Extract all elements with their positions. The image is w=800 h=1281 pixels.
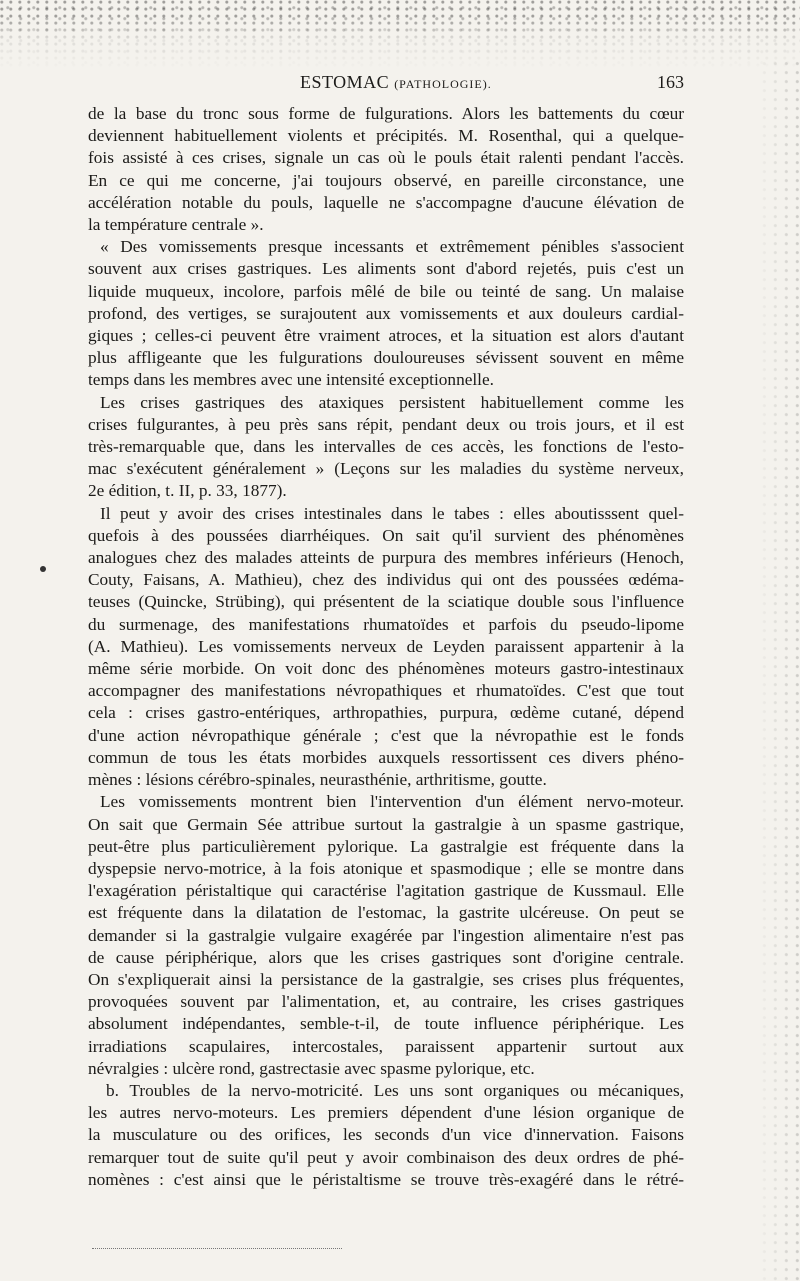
text-line: b. Troubles de la nervo-motricité. Les uns sont organiques ou mécaniques, bbox=[106, 1080, 684, 1100]
text-line: On sait que Germain Sée attribue surtout la gastralgie à un spasme gastrique, bbox=[88, 814, 684, 834]
text-line: mac s'exécutent généralement » (Leçons sur les maladies du système nerveux, bbox=[88, 459, 684, 479]
text-line: provoquées souvent par l'alimentation, et, au contraire, les crises gastriques bbox=[88, 992, 684, 1012]
text-line: accompagner des manifestations névropathiques et rhumatoïdes. C'est que tout bbox=[88, 681, 684, 701]
body-text bbox=[88, 103, 684, 1191]
text-line: est fréquente dans la dilatation de l'estomac, la gastrite ulcéreuse. On peut se bbox=[88, 903, 684, 923]
scan-noise-right bbox=[750, 60, 800, 1281]
text-line: quefois à des poussées diarrhéiques. On sait qu'il survient des phénomènes bbox=[88, 525, 684, 545]
text-line: du surmenage, des manifestations rhumatoïdes et parfois du pseudo-lipome bbox=[88, 614, 684, 634]
text-line: remarquer tout de suite qu'il peut y avoir combinaison des deux ordres de phé- bbox=[88, 1147, 684, 1167]
text-line: crises fulgurantes, à peu près sans répit, pendant deux ou trois jours, et il est bbox=[88, 414, 684, 434]
text-line: plus affligeante que les fulgurations douloureuses sévissent souvent en même bbox=[88, 348, 684, 368]
text-line: 2e édition, t. II, p. 33, 1877). bbox=[88, 481, 287, 501]
text-line: les autres nervo-moteurs. Les premiers dépendent d'une lésion organique de bbox=[88, 1103, 684, 1123]
text-line: mènes : lésions cérébro-spinales, neurasthénie, arthritisme, goutte. bbox=[88, 770, 547, 790]
scan-noise-top bbox=[0, 0, 800, 70]
text-line: accélération notable du pouls, laquelle ne s'accompagne d'aucune élévation de bbox=[88, 192, 684, 212]
text-line: la température centrale ». bbox=[88, 215, 264, 235]
text-line: névralgies : ulcère rond, gastrectasie avec spasme pylorique, etc. bbox=[88, 1058, 535, 1078]
text-line: peut-être plus particulièrement pylorique. La gastralgie est fréquente dans la bbox=[88, 836, 684, 856]
text-line: très-remarquable que, dans les intervalles de ces accès, les fonctions de l'esto- bbox=[88, 437, 684, 457]
text-line: commun de tous les états morbides auxquels ressortissent ces divers phéno- bbox=[88, 747, 684, 767]
running-title-main: ESTOMAC bbox=[300, 72, 390, 92]
text-line: irradiations scapulaires, intercostales, paraissent appartenir surtout aux bbox=[88, 1036, 684, 1056]
text-line: profond, des vertiges, se surajoutent aux vomissements et aux douleurs cardial- bbox=[88, 303, 684, 323]
running-title-sub: (PATHOLOGIE). bbox=[394, 77, 492, 91]
text-line: (A. Mathieu). Les vomissements nerveux de Leyden paraissent appartenir à la bbox=[88, 636, 684, 656]
text-line: nomènes : c'est ainsi que le péristaltisme se trouve très-exagéré dans le rétré- bbox=[88, 1169, 684, 1189]
text-line: la musculature ou des orifices, les seconds d'un vice d'innervation. Faisons bbox=[88, 1125, 684, 1145]
text-line: teuses (Quincke, Strübing), qui présentent de la sciatique double sous l'influence bbox=[88, 592, 684, 612]
bottom-dotted-rule bbox=[92, 1248, 342, 1249]
text-line: « Des vomissements presque incessants et extrêmement pénibles s'associent bbox=[100, 237, 684, 257]
ink-spot bbox=[40, 566, 46, 572]
text-line: dyspepsie nervo-motrice, à la fois atonique et spasmodique ; elle se montre dans bbox=[88, 858, 684, 878]
text-line: demander si la gastralgie vulgaire exagérée par l'ingestion alimentaire n'est pas bbox=[88, 925, 684, 945]
text-line: même série morbide. On voit donc des phénomènes moteurs gastro-intestinaux bbox=[88, 659, 684, 679]
text-line: On s'expliquerait ainsi la persistance de la gastralgie, ses crises plus fréquentes, bbox=[88, 969, 684, 989]
text-line: l'exagération péristaltique qui caractérise l'agitation gastrique de Kussmaul. Elle bbox=[88, 881, 684, 901]
text-line: giques ; celles-ci peuvent être vraiment atroces, et la situation est alors d'autant bbox=[88, 326, 684, 346]
text-line: fois assisté à ces crises, signale un cas où le pouls était ralenti pendant l'accès. bbox=[88, 148, 684, 168]
text-line: En ce qui me concerne, j'ai toujours observé, en pareille circonstance, une bbox=[88, 170, 684, 190]
text-line: deviennent habituellement violents et précipités. M. Rosenthal, qui a quelque- bbox=[88, 126, 684, 146]
text-line: temps dans les membres avec une intensité exceptionnelle. bbox=[88, 370, 494, 390]
text-line: d'une action névropathique générale ; c'est que la névropathie est le fonds bbox=[88, 725, 684, 745]
text-line: cela : crises gastro-entériques, arthropathies, purpura, œdème cutané, dépend bbox=[88, 703, 684, 723]
page-header bbox=[0, 72, 800, 98]
text-line: Couty, Faisans, A. Mathieu), chez des individus qui ont des poussées œdéma- bbox=[88, 570, 684, 590]
text-line: Les crises gastriques des ataxiques persistent habituellement comme les bbox=[100, 392, 684, 412]
text-line: Les vomissements montrent bien l'intervention d'un élément nervo-moteur. bbox=[100, 792, 684, 812]
text-line: absolument indépendantes, semble-t-il, de toute influence périphérique. Les bbox=[88, 1014, 684, 1034]
text-line: analogues chez des malades atteints de purpura des membres inférieurs (Henoch, bbox=[88, 548, 684, 568]
text-line: souvent aux crises gastriques. Les aliments sont d'abord rejetés, puis c'est un bbox=[88, 259, 684, 279]
running-title bbox=[300, 72, 492, 93]
page-number: 163 bbox=[657, 72, 684, 92]
text-line: de la base du tronc sous forme de fulgurations. Alors les battements du cœur bbox=[88, 104, 684, 123]
text-line: Il peut y avoir des crises intestinales dans le tabes : elles aboutisssent quel- bbox=[100, 503, 684, 523]
text-line: liquide muqueux, incolore, parfois mêlé de bile ou teinté de sang. Un malaise bbox=[88, 281, 684, 301]
text-line: de cause périphérique, alors que les crises gastriques sont d'origine centrale. bbox=[88, 947, 684, 967]
